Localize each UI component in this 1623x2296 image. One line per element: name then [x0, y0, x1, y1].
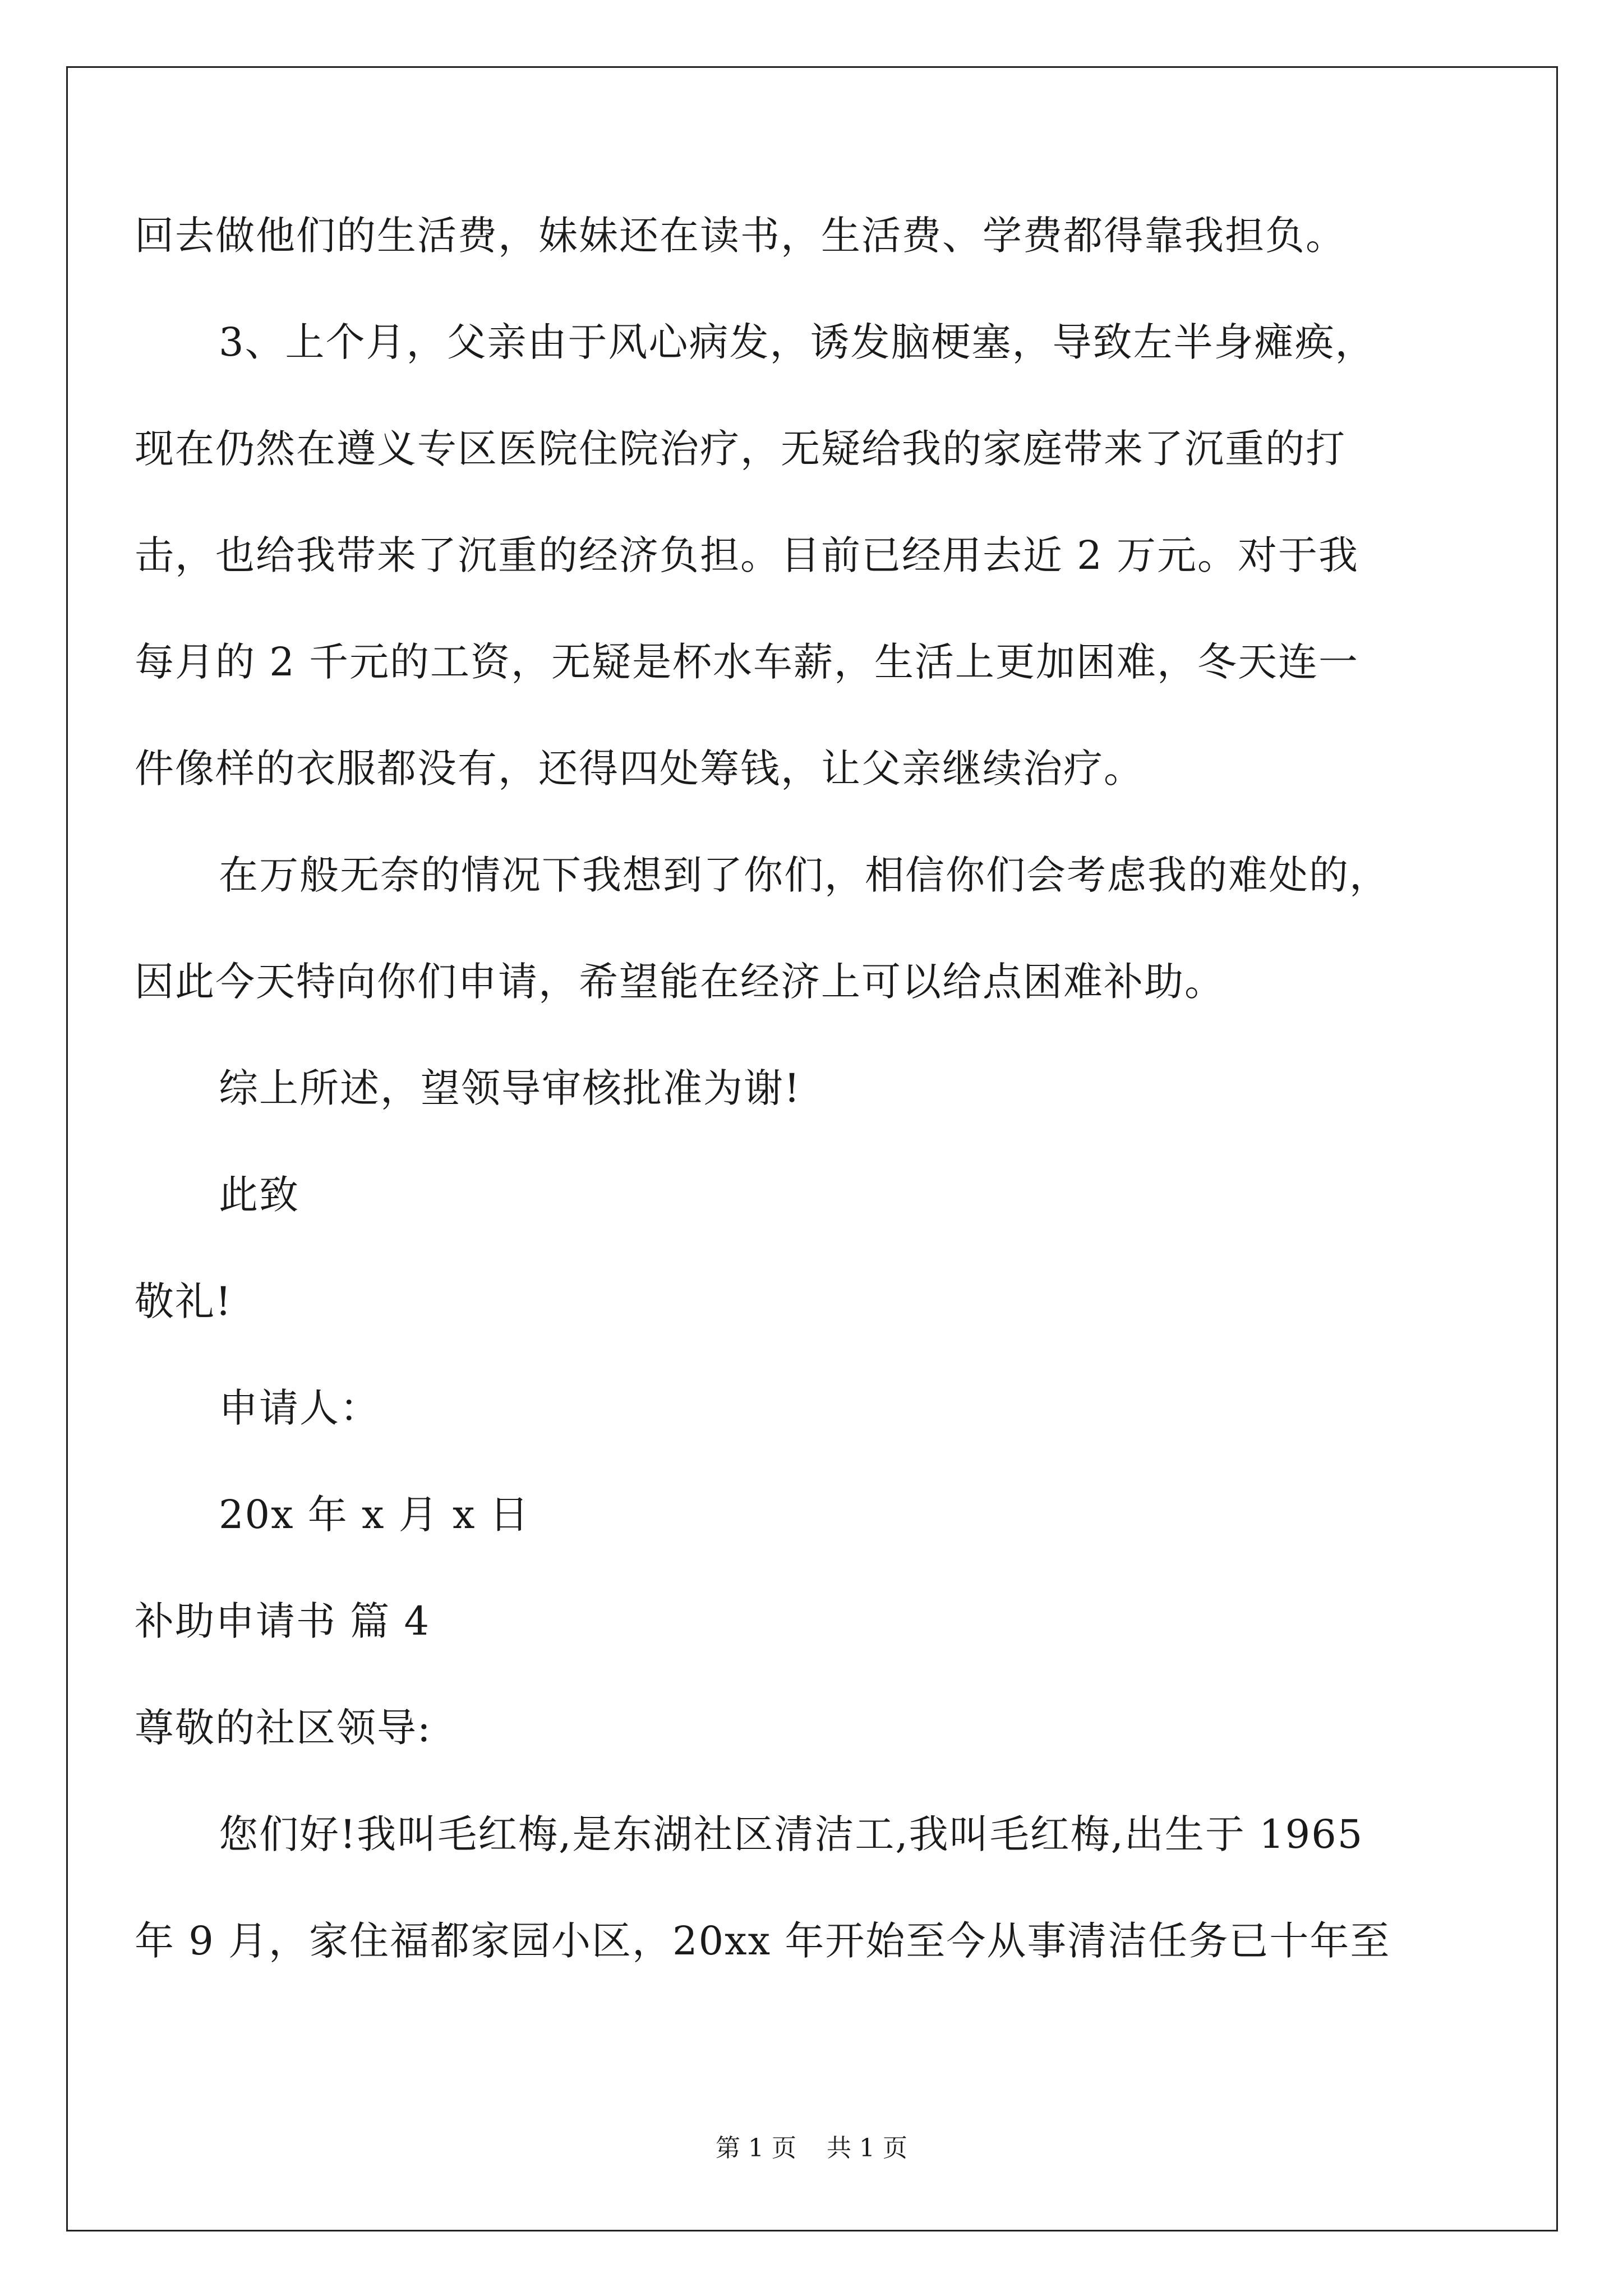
- text-line: 3、上个月，父亲由于风心病发，诱发脑梗塞，导致左半身瘫痪，: [219, 319, 1376, 365]
- page-total: 共 1 页: [827, 2134, 907, 2162]
- page-border: [66, 66, 1558, 2231]
- section-heading: 补助申请书 篇 4: [135, 1598, 431, 1644]
- salutation-regards: 敬礼!: [135, 1278, 233, 1324]
- text-line: 在万般无奈的情况下我想到了你们，相信你们会考虑我的难处的，: [219, 852, 1390, 898]
- salutation-closing: 此致: [219, 1172, 299, 1218]
- page-number: 第 1 页: [716, 2134, 796, 2162]
- text-line: 回去做他们的生活费，妹妹还在读书，生活费、学费都得靠我担负。: [135, 213, 1346, 259]
- text-line: 现在仍然在遵义专区医院住院治疗，无疑给我的家庭带来了沉重的打: [135, 426, 1346, 472]
- greeting: 尊敬的社区领导:: [135, 1705, 432, 1751]
- closing-statement: 综上所述，望领导审核批准为谢!: [219, 1065, 801, 1111]
- date-line: 20x 年 x 月 x 日: [219, 1492, 530, 1538]
- text-line: 年 9 月，家住福都家园小区，20xx 年开始至今从事清洁任务已十年至: [135, 1918, 1391, 1964]
- page-footer: [0, 2132, 1623, 2165]
- applicant-label: 申请人：: [219, 1385, 380, 1431]
- text-line: 击，也给我带来了沉重的经济负担。目前已经用去近 2 万元。对于我: [135, 532, 1359, 578]
- text-line: 每月的 2 千元的工资，无疑是杯水车薪，生活上更加困难，冬天连一: [135, 639, 1359, 685]
- text-line: 因此今天特向你们申请，希望能在经济上可以给点困难补助。: [135, 959, 1225, 1005]
- text-line: 您们好!我叫毛红梅,是东湖社区清洁工,我叫毛红梅,出生于 1965: [219, 1811, 1364, 1857]
- text-line: 件像样的衣服都没有，还得四处筹钱，让父亲继续治疗。: [135, 746, 1144, 792]
